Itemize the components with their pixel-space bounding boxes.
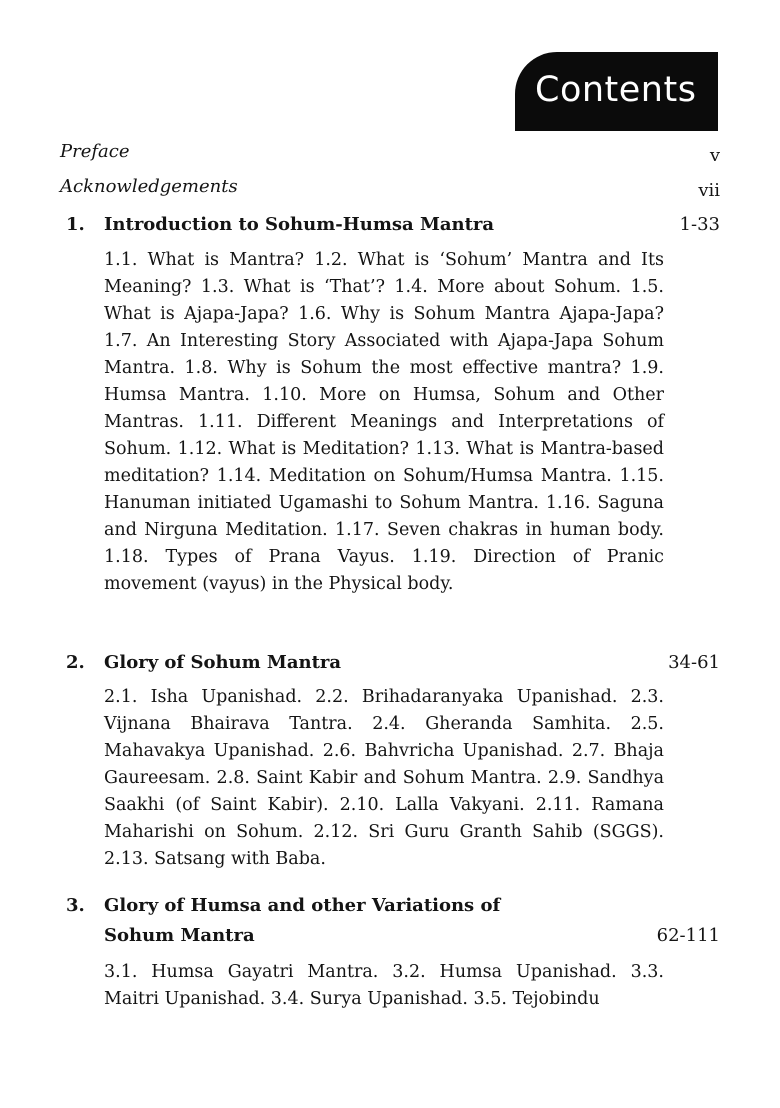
toc-entry-preface-title[interactable]: Preface [60,141,130,162]
chapter-1-number: 1. [66,214,85,235]
contents-heading: Contents [535,70,697,110]
chapter-1-title[interactable]: Introduction to Sohum-Humsa Mantra [104,214,495,235]
chapter-3-summary: 3.1. Humsa Gayatri Mantra. 3.2. Humsa Upanishad. 3.3. Maitri Upanishad. 3.4. Surya Upanishad. 3.5. Tejobindu [104,962,664,1009]
toc-entry-acknowledgements-title[interactable]: Acknowledgements [60,176,238,197]
chapter-1-summary: 1.1. What is Mantra? 1.2. What is ‘Sohum’ Mantra and Its Meaning? 1.3. What is ‘That’? 1.4. More about Sohum. 1.5. What is Ajapa-Japa? 1.6. Why is Sohum Mantra Ajapa-Japa? 1.7. An Interesting Story Associated with Ajapa-Japa Sohum Mantra. 1.8. Why is Sohum the most effective mantra? 1.9. Humsa Mantra. 1.10. More on Humsa, Sohum and Other Mantras. 1.11. Different Meanings and Interpretations of Sohum. 1.12. What is Meditation? 1.13. What is Mantra-based meditation? 1.14. Meditation on Sohum/Humsa Mantra. 1.15. Hanuman initiated Ugamashi to Sohum Mantra. 1.16. Saguna and Nirguna Meditation. 1.17. Seven chakras in human body. 1.18. Types of Prana Vayus. 1.19. Direction of Pranic movement (vayus) in the Physical body. [104,250,664,594]
chapter-2-summary: 2.1. Isha Upanishad. 2.2. Brihadaranyaka Upanishad. 2.3. Vijnana Bhairava Tantra. 2.4. Gheranda Samhita. 2.5. Mahavakya Upanishad. 2.6. Bahvricha Upanishad. 2.7. Bhaja Gaureesam. 2.8. Saint Kabir and Sohum Mantra. 2.9. Sandhya Saakhi (of Saint Kabir). 2.10. Lalla Vakyani. 2.11. Ramana Maharishi on Sohum. 2.12. Sri Guru Granth Sahib (SGGS). 2.13. Satsang with Baba. [104,687,664,869]
chapter-2-number: 2. [66,652,85,673]
toc-entry-preface-page: v [709,145,720,166]
chapter-3-title-line2[interactable]: Sohum Mantra [104,925,255,946]
toc-entry-acknowledgements-page: vii [698,180,720,201]
chapter-3-pages: 62-111 [656,925,720,946]
chapter-3-title[interactable]: Glory of Humsa and other Variations of [104,895,501,916]
chapter-2-pages: 34-61 [668,652,720,673]
chapter-3-number: 3. [66,895,85,916]
chapter-2-title[interactable]: Glory of Sohum Mantra [104,652,342,673]
chapter-1-pages: 1-33 [679,214,720,235]
